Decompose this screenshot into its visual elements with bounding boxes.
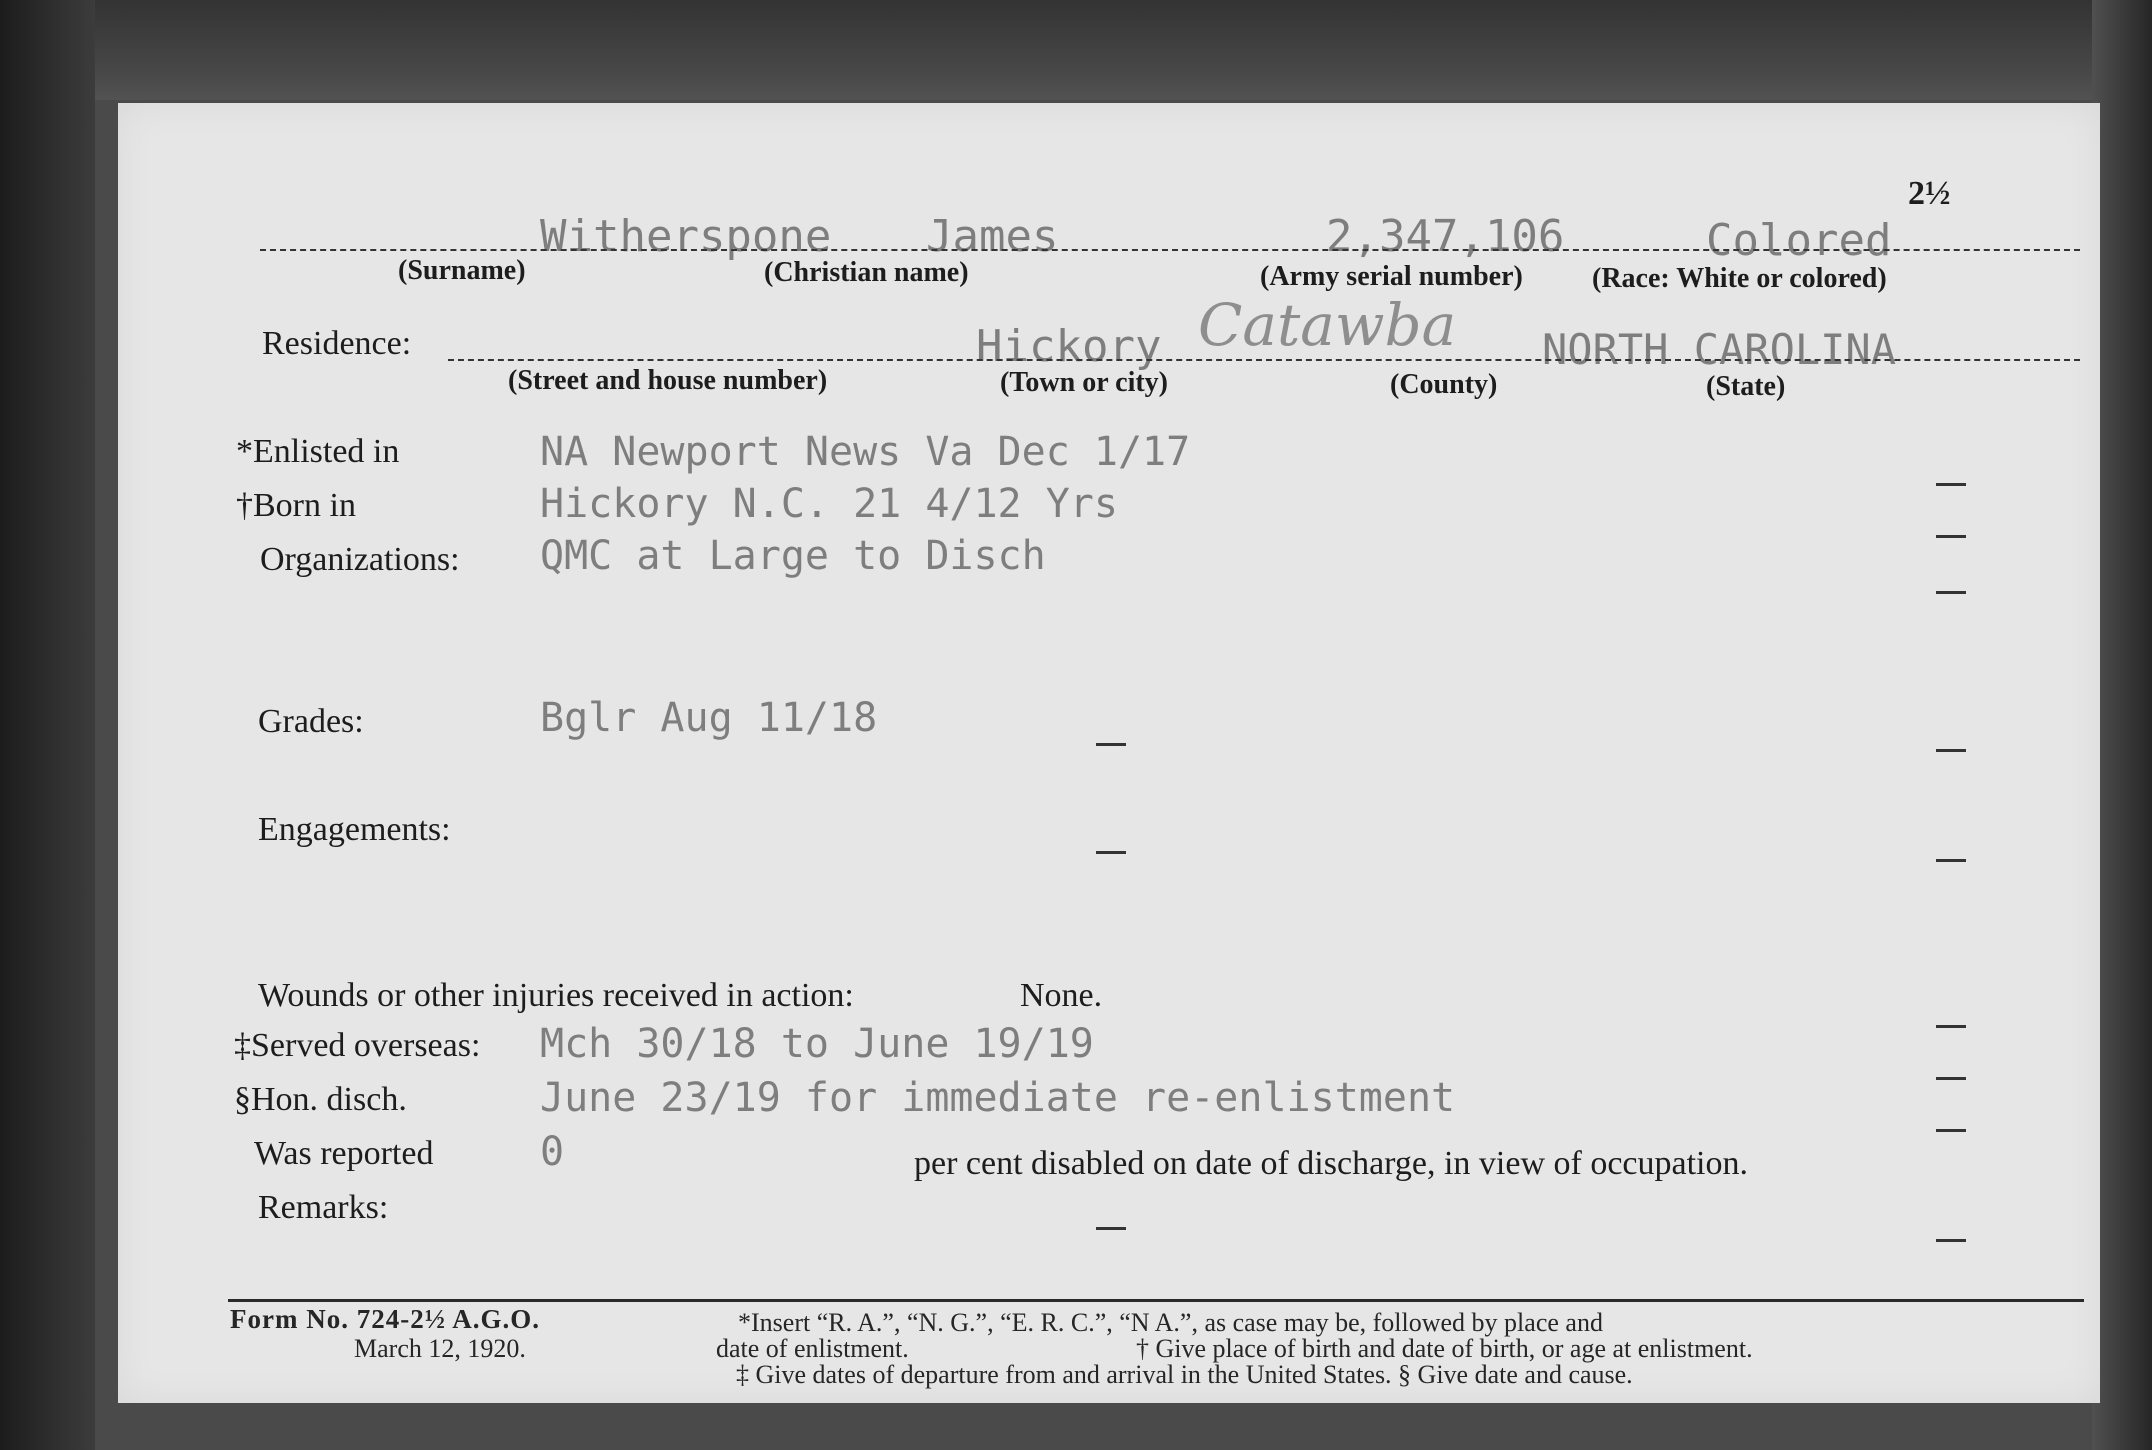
card-number: 2½ [1908, 175, 1951, 212]
residence-rule [448, 359, 2080, 361]
grades-label: Grades: [258, 703, 364, 740]
remarks-label: Remarks: [258, 1189, 389, 1226]
form-number: Form No. 724-2½ A.G.O. [230, 1304, 540, 1334]
born-label: †Born in [236, 487, 356, 524]
mark [1096, 851, 1126, 854]
surname-label: (Surname) [398, 255, 526, 286]
organizations-value: QMC at Large to Disch [540, 533, 1046, 579]
overseas-value: Mch 30/18 to June 19/19 [540, 1021, 1094, 1067]
serial-value: 2,347,106 [1326, 211, 1565, 262]
residence-town-value: Hickory [976, 321, 1162, 372]
residence-county-value: Catawba [1198, 291, 1457, 359]
footnote-2-right: † Give place of birth and date of birth, or age at enlistment. [1136, 1334, 1753, 1363]
mark [1936, 591, 1966, 594]
scan-border-right [2092, 0, 2152, 1450]
mark [1936, 1129, 1966, 1132]
race-label: (Race: White or colored) [1592, 263, 1887, 294]
serial-label: (Army serial number) [1260, 261, 1523, 292]
grades-value: Bglr Aug 11/18 [540, 695, 878, 741]
mark [1096, 743, 1126, 746]
wounds-label: Wounds or other injuries received in action: [258, 977, 854, 1014]
street-label: (Street and house number) [508, 365, 828, 396]
mark [1936, 1077, 1966, 1080]
enlisted-value: NA Newport News Va Dec 1/17 [540, 429, 1191, 475]
residence-state-value: NORTH CAROLINA [1542, 325, 1897, 374]
form-date: March 12, 1920. [354, 1334, 526, 1363]
overseas-label: ‡Served overseas: [234, 1027, 481, 1064]
disch-value: June 23/19 for immediate re-enlistment [540, 1075, 1456, 1121]
footnote-3: ‡ Give dates of departure from and arrival in the United States. § Give date and cause. [736, 1360, 1633, 1389]
disabled-text: per cent disabled on date of discharge, in view of occupation. [914, 1145, 1748, 1182]
county-label: (County) [1390, 369, 1498, 400]
enlisted-label: *Enlisted in [236, 433, 400, 470]
scan-border-left [0, 0, 95, 1450]
organizations-label: Organizations: [260, 541, 460, 578]
reported-value: 0 [540, 1129, 565, 1175]
mark [1936, 749, 1966, 752]
christian-name-label: (Christian name) [764, 257, 969, 288]
scan-border-top [95, 0, 2152, 100]
mark [1936, 535, 1966, 538]
christian-name-value: James [926, 211, 1059, 262]
mark [1936, 859, 1966, 862]
engagements-label: Engagements: [258, 811, 451, 848]
reported-label: Was reported [254, 1135, 434, 1172]
footnote-1: *Insert “R. A.”, “N. G.”, “E. R. C.”, “N A.”, as case may be, followed by place and [738, 1308, 1603, 1337]
disch-label: §Hon. disch. [234, 1081, 407, 1118]
footer-rule [228, 1299, 2084, 1302]
surname-value: Witherspone [540, 211, 832, 262]
record-card [118, 103, 2100, 1403]
header-rule [260, 249, 2080, 251]
wounds-value: None. [1020, 977, 1103, 1014]
footnote-2-left: date of enlistment. [716, 1334, 909, 1363]
born-value: Hickory N.C. 21 4/12 Yrs [540, 481, 1118, 527]
race-value: Colored [1706, 215, 1892, 266]
residence-label: Residence: [262, 325, 412, 362]
mark [1936, 1239, 1966, 1242]
town-label: (Town or city) [1000, 367, 1168, 398]
state-label: (State) [1706, 371, 1786, 402]
mark [1936, 483, 1966, 486]
mark [1936, 1025, 1966, 1028]
mark [1096, 1227, 1126, 1230]
